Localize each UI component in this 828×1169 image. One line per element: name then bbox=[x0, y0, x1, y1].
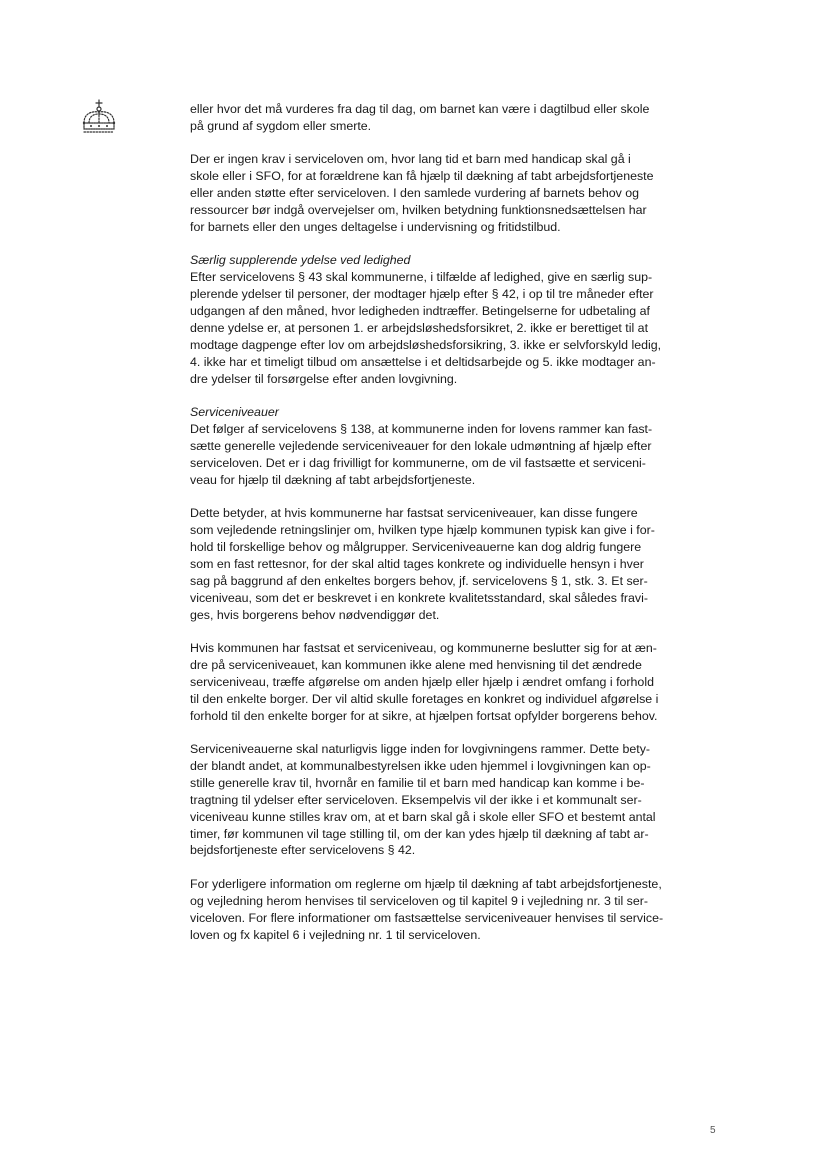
text-line: tragtning til ydelser efter serviceloven. Eksempelvis vil der ikke i et kommunalt ser- bbox=[190, 792, 642, 807]
text-line: serviceniveau, træffe afgørelse om anden hjælp eller hjælp i ændret omfang i forhold bbox=[190, 674, 654, 689]
text-line: på grund af sygdom eller smerte. bbox=[190, 118, 372, 133]
text-line: denne ydelse er, at personen 1. er arbejdsløshedsforsikret, 2. ikke er berettiget til at bbox=[190, 320, 649, 335]
text-line: ressourcer bør indgå overvejelser om, hvilken betydning funktionsnedsættelsen har bbox=[190, 203, 647, 218]
text-line: som en fast rettesnor, for der skal altid tages konkrete og individuelle hensyn i hver bbox=[190, 556, 644, 571]
text-line: viceloven. For flere informationer om fastsættelse serviceniveauer henvises til service- bbox=[190, 910, 664, 925]
text-line: der blandt andet, at kommunalbestyrelsen ikke uden hjemmel i lovgivningen kan op- bbox=[190, 758, 651, 773]
text-line: For yderligere information om reglerne om hjælp til dækning af tabt arbejdsfortjeneste, bbox=[190, 876, 662, 891]
text-line: som vejledende retningslinjer om, hvilken type hjælp kommunen typisk kan give i for- bbox=[190, 523, 655, 538]
text-line: til den enkelte borger. Der vil altid skulle foretages en konkret og individuel afgørelse i bbox=[190, 691, 659, 706]
text-line: Der er ingen krav i serviceloven om, hvor lang tid et barn med handicap skal gå i bbox=[190, 152, 631, 167]
document-body bbox=[190, 101, 720, 960]
text-line: skole eller i SFO, for at forældrene kan få hjælp til dækning af tabt arbejdsfortjeneste bbox=[190, 169, 654, 184]
text-line: forhold til den enkelte borger for at sikre, at hjælpen fortsat opfylder borgerens behov. bbox=[190, 708, 658, 723]
text-line: Det følger af servicelovens § 138, at kommunerne inden for lovens rammer kan fast- bbox=[190, 422, 653, 436]
text-line: udgangen af den måned, hvor ledigheden indtræffer. Betingelserne for udbetaling af bbox=[190, 304, 650, 319]
text-line: stille generelle krav til, hvornår en familie til et barn med handicap kan komme i be- bbox=[190, 775, 645, 790]
text-line: viceniveau, som det er beskrevet i en konkrete kvalitetsstandard, skal således fravi- bbox=[190, 590, 648, 605]
paragraph-4 bbox=[190, 404, 720, 489]
text-line: modtage dagpenge efter lov om arbejdsløshedsforsikring, 3. ikke er selvforskyld ledig, bbox=[190, 337, 662, 352]
text-line: timer, før kommunen vil tage stilling til, om der kan ydes hjælp til dækning af tabt ar- bbox=[190, 826, 649, 841]
text-line: bejdsfortjeneste efter servicelovens § 42. bbox=[190, 843, 416, 858]
paragraph-1 bbox=[190, 101, 720, 135]
text-line: serviceloven. Det er i dag frivilligt for kommunerne, om de vil fastsætte et serviceni- bbox=[190, 455, 646, 470]
paragraph-3 bbox=[190, 252, 720, 387]
paragraph-8 bbox=[190, 876, 720, 944]
text-line: Hvis kommunen har fastsat et serviceniveau, og kommunerne beslutter sig for at æn- bbox=[190, 640, 657, 655]
text-line: veau for hjælp til dækning af tabt arbejdsfortjeneste. bbox=[190, 472, 476, 487]
text-line: loven og fx kapitel 6 i vejledning nr. 1 til serviceloven. bbox=[190, 927, 481, 942]
text-line: for barnets eller den unges deltagelse i undervisning og fritidstilbud. bbox=[190, 219, 561, 234]
text-line: Dette betyder, at hvis kommunerne har fastsat serviceniveauer, kan disse fungere bbox=[190, 506, 638, 521]
section-heading: Særlig supplerende ydelse ved ledighed bbox=[190, 253, 411, 268]
text-line: Efter servicelovens § 43 skal kommunerne, i tilfælde af ledighed, give en særlig sup- bbox=[190, 270, 653, 285]
text-line: og vejledning herom henvises til serviceloven og til kapitel 9 i vejledning nr. 3 til ser- bbox=[190, 893, 649, 908]
text-line: eller hvor det må vurderes fra dag til dag, om barnet kan være i dagtilbud eller skole bbox=[190, 102, 650, 116]
text-line: ges, hvis borgerens behov nødvendiggør det. bbox=[190, 607, 440, 622]
text-line: sag på baggrund af den enkeltes borgers behov, jf. servicelovens § 1, stk. 3. Et ser- bbox=[190, 573, 648, 588]
text-line: Serviceniveauerne skal naturligvis ligge inden for lovgivningens rammer. Dette bety- bbox=[190, 742, 651, 756]
text-line: dre ydelser til forsørgelse efter anden lovgivning. bbox=[190, 371, 458, 386]
text-line: eller anden støtte efter serviceloven. I den samlede vurdering af barnets behov og bbox=[190, 186, 640, 201]
text-line: viceniveau kunne stilles krav om, at et barn skal gå i skole eller SFO et bestemt antal bbox=[190, 809, 656, 824]
text-line: hold til forskellige behov og målgrupper. Serviceniveauerne kan dog aldrig fungere bbox=[190, 539, 642, 554]
text-line: plerende ydelser til personer, der modtager hjælp efter § 42, i op til tre måneder efter bbox=[190, 287, 654, 302]
section-heading: Serviceniveauer bbox=[190, 405, 279, 420]
text-line: 4. ikke har et timeligt tilbud om ansættelse i et deltidsarbejde og 5. ikke modtager an- bbox=[190, 354, 656, 369]
text-line: sætte generelle vejledende serviceniveauer for den lokale udmøntning af hjælp efter bbox=[190, 438, 652, 453]
paragraph-6 bbox=[190, 640, 720, 725]
crown-icon bbox=[80, 99, 118, 135]
paragraph-5 bbox=[190, 505, 720, 623]
text-line: dre på serviceniveauet, kan kommunen ikke alene med henvisning til det ændrede bbox=[190, 657, 642, 672]
paragraph-7 bbox=[190, 741, 720, 859]
paragraph-2 bbox=[190, 151, 720, 236]
page-number: 5 bbox=[710, 1125, 716, 1136]
